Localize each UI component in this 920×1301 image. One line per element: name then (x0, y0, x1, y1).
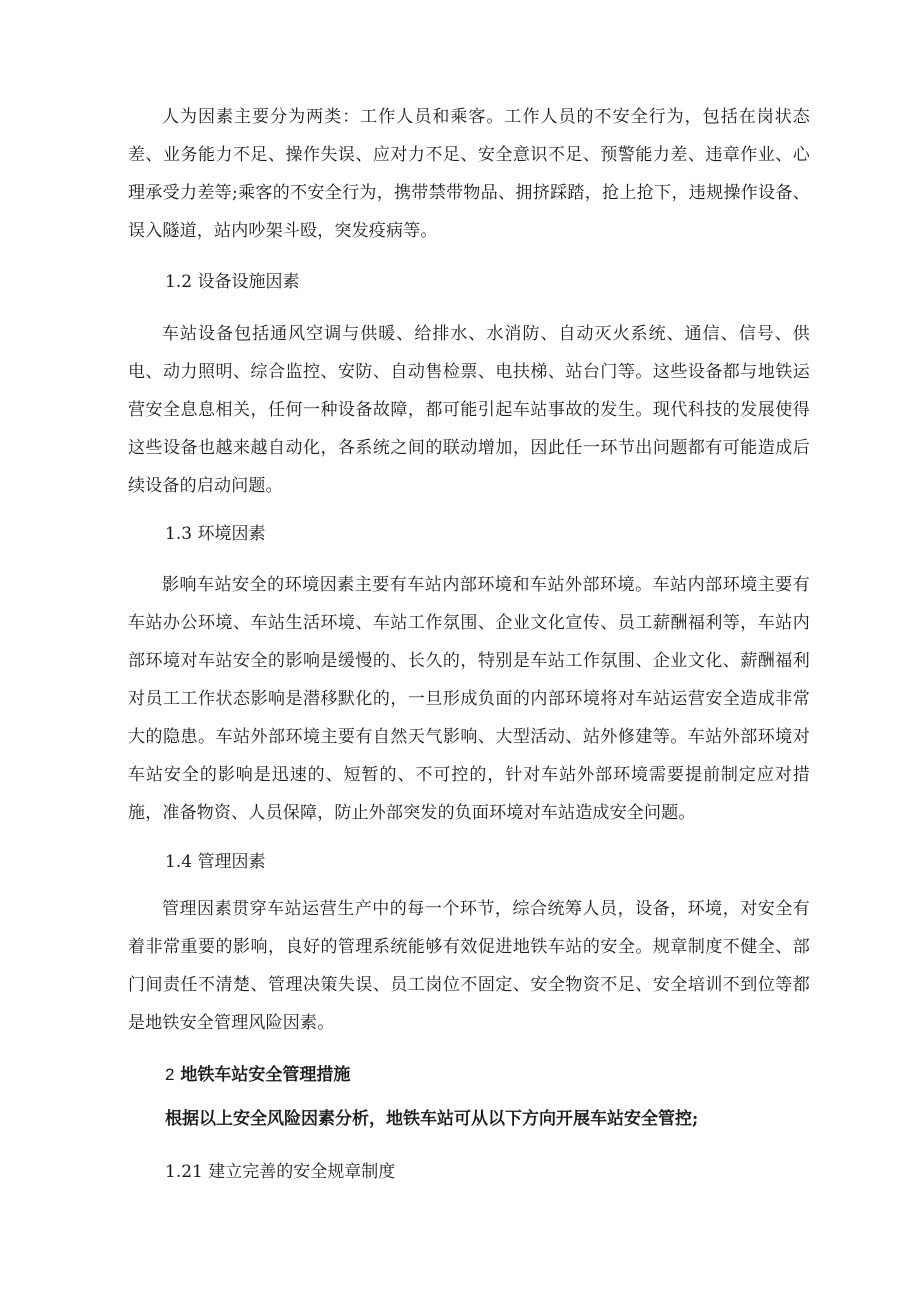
section-heading-2 (165, 1063, 350, 1087)
paragraph-human-factors: 人为因素主要分为两类：工作人员和乘客。工作人员的不安全行为，包括在岗状态差、业务能力不足、操作失误、应对力不足、安全意识不足、预警能力差、违章作业、心理承受力差等;乘客的不安全行为，携带禁带物品、拥挤踩踏，抢上抢下，违规操作设备、误入隧道，站内吵架斗殴，突发疫病等。 (128, 107, 810, 241)
section-heading-1-3: 1.3 环境因素 (165, 524, 266, 544)
section-heading-1-21: 1.21 建立完善的安全规章制度 (165, 1162, 396, 1182)
paragraph-equipment-factors: 车站设备包括通风空调与供暖、给排水、水消防、自动灭火系统、通信、信号、供电、动力照明、综合监控、安防、自动售检票、电扶梯、站台门等。这些设备都与地铁运营安全息息相关，任何一种设备故障，都可能引起车站事故的发生。现代科技的发展使得这些设备也越来越自动化，各系统之间的联动增加，因此任一环节出问题都有可能造成后续设备的启动问题。 (128, 324, 810, 496)
section-heading-1-2: 1.2 设备设施因素 (165, 272, 300, 292)
paragraph-management-factors: 管理因素贯穿车站运营生产中的每一个环节，综合统筹人员，设备，环境，对安全有着非常重要的影响，良好的管理系统能够有效促进地铁车站的安全。规章制度不健全、部门间责任不清楚、管理决策失误、员工岗位不固定、安全物资不足、安全培训不到位等都是地铁安全管理风险因素。 (128, 899, 810, 1033)
bold-intro-line: 根据以上安全风险因素分析，地铁车站可从以下方向开展车站安全管控; (165, 1109, 699, 1129)
section-number: 2 (165, 1065, 175, 1084)
section-title: 地铁车站安全管理措施 (180, 1065, 351, 1085)
paragraph-environment-factors: 影响车站安全的环境因素主要有车站内部环境和车站外部环境。车站内部环境主要有车站办公环境、车站生活环境、车站工作氛围、企业文化宣传、员工薪酬福利等，车站内部环境对车站安全的影响是缓慢的、长久的，特别是车站工作氛围、企业文化、薪酬福利对员工工作状态影响是潜移默化的，一旦形成负面的内部环境将对车站运营安全造成非常大的隐患。车站外部环境主要有自然天气影响、大型活动、站外修建等。车站外部环境对车站安全的影响是迅速的、短暂的、不可控的，针对车站外部环境需要提前制定应对措施，准备物资、人员保障，防止外部突发的负面环境对车站造成安全问题。 (128, 575, 810, 823)
section-heading-1-4: 1.4 管理因素 (165, 852, 266, 872)
